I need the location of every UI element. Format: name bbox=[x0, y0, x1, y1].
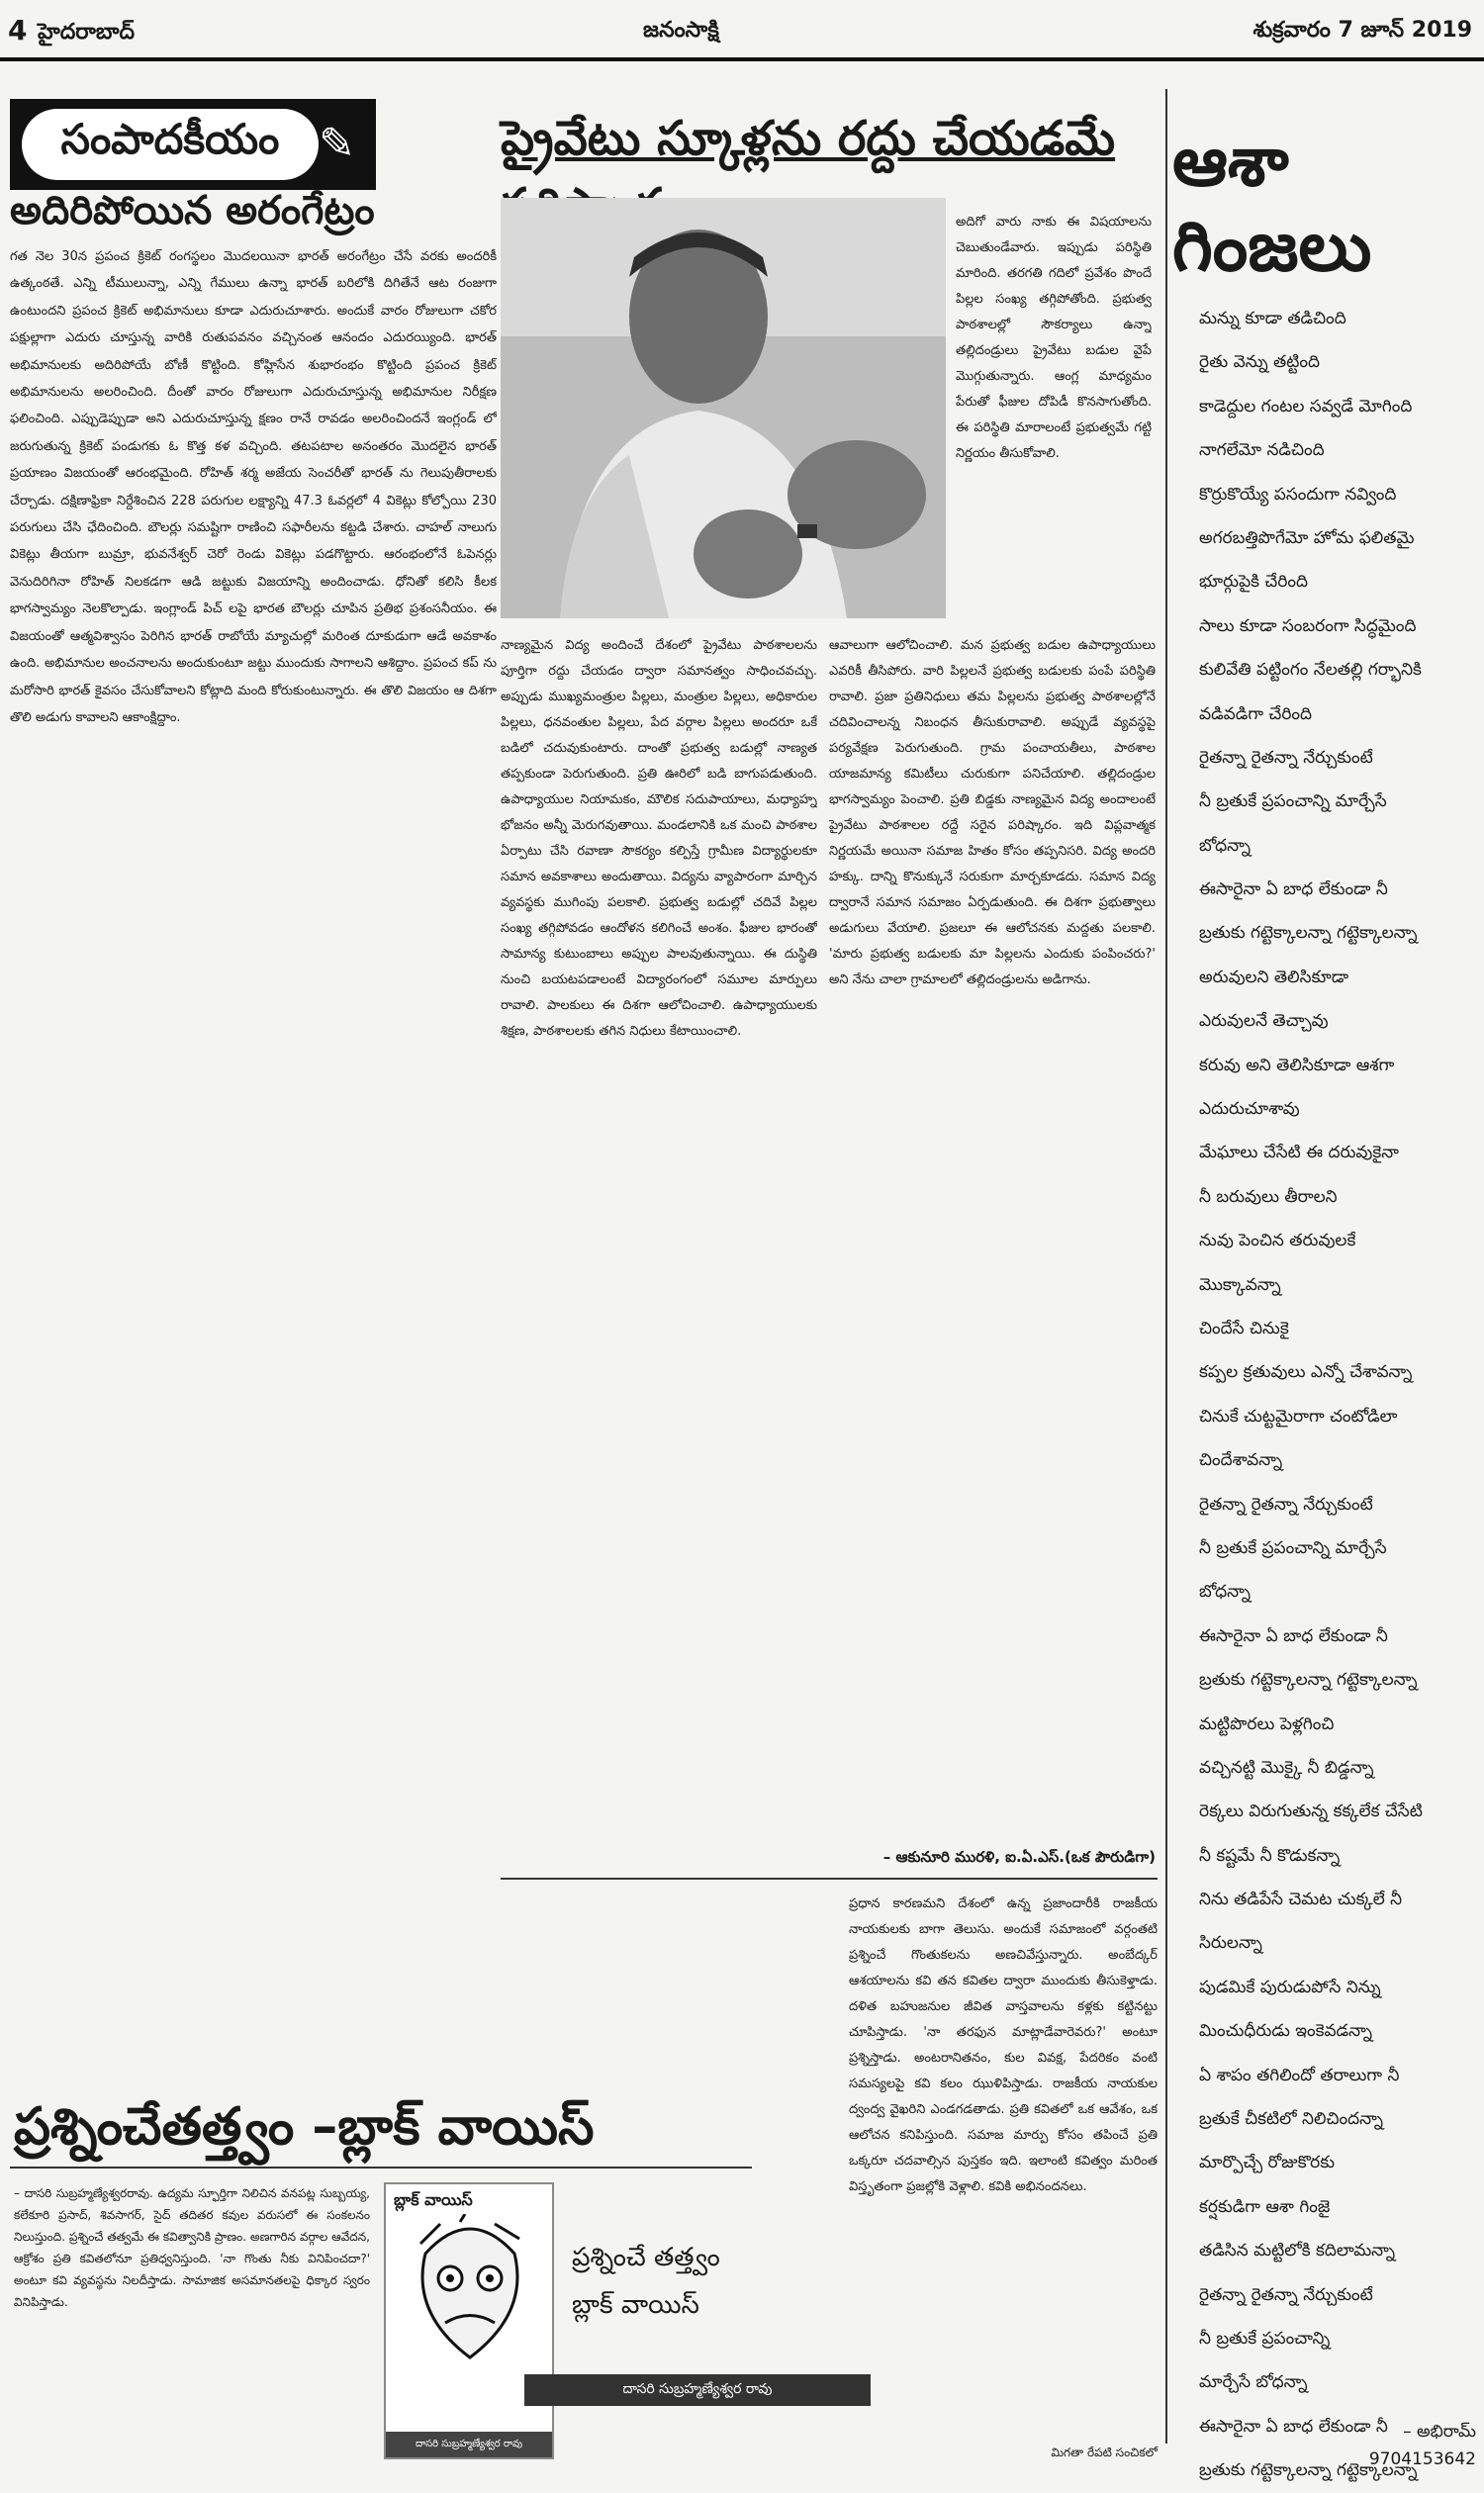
poem-line: బ్రతుకే చీకటిలో నిలిచిందన్నా bbox=[1199, 2109, 1383, 2130]
poem-line: బ్రతుకు గట్టెక్కాలన్నా గట్టెక్కాలన్నా bbox=[1199, 2460, 1418, 2481]
poem-line: రైతు వెన్ను తట్టింది bbox=[1199, 352, 1321, 373]
poem-line: నిను తడిపేసే చెమట చుక్కలే నీ bbox=[1199, 1890, 1403, 1910]
poem-line: అగరబత్తిపొగేమో హోమ ఫలితమై bbox=[1199, 527, 1415, 548]
poem-line: వడివడిగా చేరింది bbox=[1199, 703, 1313, 724]
article-column-2: నాణ్యమైన విద్య అందించే దేశంలో ప్రైవేటు పాఠశాలలను పూర్తిగా రద్దు చేయడం ద్వారా సమానత్వం సాధించవచ్చు. అప్పుడు ముఖ్యమంత్రుల పిల్లలు, మంత్రుల పిల్లలు, అధికారుల పిల్లలు, ధనవంతుల పిల్లలు, పేద వర్గాల పిల్లలు అందరూ ఒకే బడిలో చదువుకుంటారు. దాంతో ప్రభుత్వ బడుల్లో నాణ్యత తప్పకుండా పెరుగుతుంది. ప్రతి ఊరిలో బడి బాగుపడుతుంది. ఉపాధ్యాయుల నియామకం, మౌలిక సదుపాయాలు, మధ్యాహ్న భోజనం అన్నీ మెరుగవుతాయి. మండలానికి ఒక మంచి పాఠశాల ఏర్పాటు చేసి రవాణా సౌకర్యం కల్పిస్తే గ్రామీణ విద్యార్థులకూ సమాన అవకాశాలు అందుతాయి. విద్యను వ్యాపారంగా మార్చిన వ్యవస్థకు ముగింపు పలకాలి. ప్రభుత్వ బడుల్లో చదివే పిల్లల సంఖ్య తగ్గిపోవడం ఆందోళన కలిగించే అంశం. ఫీజుల భారంతో సామాన్య కుటుంబాలు అప్పుల పాలవుతున్నాయి. ఈ దుస్థితి నుంచి బయటపడాలంటే విద్యారంగంలో సమూల మార్పులు రావాలి. పాలకులు ఈ దిశగా ఆలోచించాలి. ఉపాధ్యాయులకు శిక్షణ, పాఠశాలలకు తగిన నిధులు కేటాయించాలి. bbox=[501, 638, 817, 1039]
face-drawing-icon bbox=[406, 2214, 534, 2362]
page-number: 4 bbox=[8, 14, 28, 46]
poem-title-line-1: ఆశా bbox=[1172, 121, 1289, 202]
newspaper-name: జనంసాక్షి bbox=[643, 18, 719, 43]
book-title-line-2: బ్లాక్ వాయిస్ bbox=[572, 2290, 699, 2320]
poem-line: అరువులని తెలిసికూడా bbox=[1199, 967, 1349, 987]
book-author: దాసరి సుబ్రహ్మణ్యేశ్వర రావు bbox=[524, 2374, 871, 2406]
poem-line: ఈసారైనా ఏ బాధ లేకుండా నీ bbox=[1199, 2416, 1388, 2437]
city-label: హైదరాబాద్ bbox=[38, 20, 135, 45]
editorial-body: గత నెల 30న ప్రపంచ క్రికెట్ రంగస్థలం మొదలయినా భారత్ అరంగేట్రం చేసే వరకు అందరికీ ఉత్కంఠతే. ఎన్ని టీములున్నా, ఎన్ని గేములు ఉన్నా భారత్ బరిలోకి దిగితేనే ఆట రంజుగా ఉంటుందని ప్రపంచ క్రికెట్ అభిమానులు కూడా ఎదురుచూశారు. అందుకే వారం రోజులుగా చకోర పక్షుల్లాగా ఎదురు చూస్తున్న వారికి రుతుపవనం వచ్చినంత ఆనందం ఎదురయ్యింది. భారత్ అభిమానులకు అదిరిపోయే బోణీ కొట్టింది. కోహ్లిసేన శుభారంభం కొట్టింది ప్రపంచ క్రికెట్ అభిమానులను అలరించింది. దీంతో వారం రోజులుగా ఎదురుచూస్తున్న అభిమానుల నిరీక్షణ ఫలించింది. ఎప్పుడెప్పుడా అని ఎదురుచూస్తున్న క్షణం రానే రావడం అలరించిందనే ఇంగ్లండ్ లో జరుగుతున్న క్రికెట్ పండుగకు ఓ కొత్త కళ వచ్చింది. తటపటాల అనంతరం మొదలైన భారత్ ప్రయాణం విజయంతో ఆరంభమైంది. రోహిత్ శర్మ అజేయ సెంచరీతో భారత్ ను గెలుపుతీరాలకు చేర్చాడు. దక్షిణాఫ్రికా నిర్దేశించిన 228 పరుగుల లక్ష్యాన్ని 47.3 ఓవర్లలో 4 వికెట్లు కోల్పోయి 230 పరుగులు చేసి ఛేదించింది. బౌలర్లు సమష్టిగా రాణించి సఫారీలను కట్టడి చేశారు. చాహల్ నాలుగు వికెట్లు తీయగా బుమ్రా, భువనేశ్వర్ చెరో రెండు వికెట్లు పడగొట్టారు. ఆరంభంలోనే ఓపెనర్లు వెనుదిరిగినా రోహిత్ నిలకడగా ఆడి జట్టుకు విజయాన్ని అందించాడు. ధోనితో కలిసి కీలక భాగస్వామ్యం నెలకొల్పాడు. ఇంగ్లాండ్ పిచ్ లపై భారత బౌలర్లు చూపిన ప్రతిభ ప్రశంసనీయం. ఈ విజయంతో ఆత్మవిశ్వాసం పెరిగిన భారత్ రాబోయే మ్యాచుల్లో మరింత దూకుడుగా ఆడే అవకాశం ఉంది. అభిమానుల అంచనాలను అందుకుంటూ జట్టు ముందుకు సాగాలని ఆశిద్దాం. ప్రపంచ కప్ ను మరోసారి భారత్ కైవసం చేసుకోవాలని కోట్లాది మంది కోరుకుంటున్నారు. ఈ తొలి విజయం ఆ దిశగా తొలి అడుగు కావాలని ఆకాంక్షిద్దాం. bbox=[10, 249, 497, 725]
article-divider bbox=[501, 1878, 1158, 1880]
poem-line: బ్రతుకు గట్టెక్కాలన్నా గట్టెక్కాలన్నా bbox=[1199, 1670, 1418, 1691]
poem-line: పుడమికే పురుడుపోసే నిన్ను bbox=[1199, 1977, 1381, 1997]
poem-line: చినుకే చుట్టమైరాగా చంటోడిలా bbox=[1199, 1406, 1398, 1427]
poem-line: కాడెద్దుల గంటల సవ్వడే మోగింది bbox=[1199, 396, 1413, 416]
book-title-line-1: ప్రశ్నించే తత్త్వం bbox=[572, 2243, 720, 2272]
poem-line: నీ కష్టమే నీ కొడుకన్నా bbox=[1199, 1845, 1341, 1866]
poem-title-line-2: గింజలు bbox=[1172, 206, 1372, 287]
poem-line: సిరులన్నా bbox=[1199, 1933, 1262, 1954]
header-rule bbox=[0, 57, 1484, 61]
issue-date: శుక్రవారం 7 జూన్ 2019 bbox=[1252, 18, 1472, 43]
poem-line: మన్ను కూడా తడిచింది bbox=[1199, 309, 1346, 328]
poem-line: నీ బరువులు తీరాలని bbox=[1199, 1186, 1338, 1207]
poem-line: ఈసారైనా ఏ బాధ లేకుండా నీ bbox=[1199, 1625, 1388, 1646]
poem-line: ఈసారైనా ఏ బాధ లేకుండా నీ bbox=[1199, 879, 1388, 900]
poem-line: కప్పల క్రతువులు ఎన్నో చేశావన్నా bbox=[1199, 1362, 1413, 1383]
poem-line: నువు పెంచిన తరువులకే bbox=[1199, 1231, 1356, 1251]
poem-line: మొక్కావన్నా bbox=[1199, 1274, 1281, 1295]
author-photo bbox=[501, 198, 946, 618]
poem-line: మార్చేసే బోధన్నా bbox=[1199, 2372, 1308, 2393]
poem-line: సాలు కూడా సంబరంగా సిద్ధమైంది bbox=[1199, 615, 1417, 636]
review-divider bbox=[10, 2167, 752, 2169]
poem-author: – అభిరామ్ bbox=[1403, 2422, 1476, 2442]
article-byline: – ఆకునూరి మురళి, ఐ.ఏ.ఎస్.(ఒక పౌరుడిగా) bbox=[882, 1848, 1156, 1866]
poem-line: బోధన్నా bbox=[1199, 835, 1252, 856]
poem-line: రైతన్నా రైతన్నా నేర్చుకుంటే bbox=[1199, 2284, 1373, 2305]
poem-title bbox=[1172, 119, 1469, 289]
poem-line: మించుధీరుడు ఇంకెవడన్నా bbox=[1199, 2021, 1372, 2042]
poem-line: మార్పొచ్చే రోజుకొరకు bbox=[1199, 2153, 1336, 2173]
poem-line: ఎదురుచూశావు bbox=[1199, 1099, 1300, 1120]
review-continued-body: ప్రధాన కారణమని దేశంలో ఉన్న ప్రజాందారీకి రాజకీయ నాయకులకు బాగా తెలుసు. అందుకే సమాజంలో వర్గంతటి ప్రశ్నించే గొంతుకలను అణచివేస్తున్నారు. అంబేద్కర్ ఆశయాలను కవి తన కవితల ద్వారా ముందుకు తీసుకెళ్తాడు. దళిత బహుజనుల జీవిత వాస్తవాలను కళ్లకు కట్టినట్టు చూపిస్తాడు. 'నా తరఫున మాట్లాడేవారెవరు?' అంటూ ప్రశ్నిస్తాడు. అంటరానితనం, కుల వివక్ష, పేదరికం వంటి సమస్యలపై కవి కలం ఝుళిపిస్తాడు. రాజకీయ నాయకుల ద్వంద్వ వైఖరిని ఎండగడతాడు. ప్రతి కవితలో ఒక ఆవేశం, ఒక ఆలోచన కనిపిస్తుంది. సమాజ మార్పు కోసం తపించే ప్రతి ఒక్కరూ చదవాల్సిన పుస్తకం ఇది. ఇలాంటి కవిత్వం మరింత విస్తృతంగా ప్రజల్లోకి వెళ్లాలి. కవికి అభినందనలు. bbox=[849, 1896, 1158, 2194]
poem-line: నీ బ్రతుకే ప్రపంచాన్ని మార్చేసే bbox=[1199, 1537, 1387, 1558]
book-cover-title: బ్లాక్ వాయిస్ bbox=[394, 2190, 473, 2209]
poem-line: ఎరువులనే తెచ్చావు bbox=[1199, 1011, 1329, 1032]
review-headline: ప్రశ్నించేతత్త్వం –బ్లాక్ వాయిస్ bbox=[14, 2097, 595, 2157]
pen-icon: ✎ bbox=[319, 119, 355, 169]
poem-line: ఏ శాపం తగిలిందో తరాలుగా నీ bbox=[1199, 2065, 1400, 2085]
poem-line: రైతన్నా రైతన్నా నేర్చుకుంటే bbox=[1199, 1494, 1373, 1515]
book-cover-author: దాసరి సుబ్రహ్మణ్యేశ్వర రావు bbox=[386, 2432, 552, 2457]
poem-line: వచ్చినట్టి మొక్కై నీ బిడ్డన్నా bbox=[1199, 1757, 1374, 1778]
review-body: – దాసరి సుబ్రహ్మణ్యేశ్వరరావు. ఉద్యమ స్ఫూర్తిగా నిలిచిన వనపట్ల సుబ్బయ్య, కలేకూరి ప్రసాద్, శివసాగర్, సైద్ తదితర కవుల వరుసలో ఈ సంకలనం నిలుస్తుంది. ప్రశ్నించే తత్వమే ఈ కవిత్వానికి ప్రాణం. అణగారిన వర్గాల ఆవేదన, ఆక్రోశం ప్రతి కవితలోనూ ప్రతిధ్వనిస్తుంది. 'నా గొంతు నీకు వినిపించదా?' అంటూ కవి వ్యవస్థను నిలదీస్తాడు. సామాజిక అసమానతలపై ధిక్కార స్వరం వినిపిస్తాడు. bbox=[14, 2186, 370, 2309]
book-title bbox=[572, 2234, 859, 2329]
poem-line: భూర్గుపైకి చేరింది bbox=[1199, 572, 1309, 593]
book-cover bbox=[384, 2182, 554, 2459]
poem-line: బోధన్నా bbox=[1199, 1582, 1252, 1603]
poem-line: మేఘాలు చేసేటి ఈ దరువుకైనా bbox=[1199, 1143, 1399, 1163]
poem-line: నాగలేమో నడిచింది bbox=[1199, 440, 1325, 461]
editorial-section-label: సంపాదకీయం bbox=[22, 109, 319, 180]
poem-line: బ్రతుకు గట్టెక్కాలన్నా గట్టెక్కాలన్నా bbox=[1199, 923, 1418, 944]
person-photo-icon bbox=[501, 198, 946, 618]
poem-line: కర్షకుడిగా ఆశా గింజై bbox=[1199, 2196, 1331, 2217]
continued-note: మిగతా రేపటి సంచికలో bbox=[1051, 2446, 1158, 2459]
poem-line: కులివేతి పట్టింగం నేలతల్లి గర్భానికి bbox=[1199, 660, 1422, 681]
poem-phone: 9704153642 bbox=[1368, 2449, 1476, 2469]
poem-body bbox=[1199, 297, 1476, 2493]
poem-line: చిందేసే చినుకై bbox=[1199, 1318, 1289, 1339]
poem-line: రైతన్నా రైతన్నా నేర్చుకుంటే bbox=[1199, 747, 1373, 768]
poem-line: నీ బ్రతుకే ప్రపంచాన్ని మార్చేసే bbox=[1199, 791, 1387, 812]
article-column-1: అదిగో వారు నాకు ఈ విషయాలను చెబుతుండేవారు. ఇప్పుడు పరిస్థితి మారింది. తరగతి గదిలో ప్రవేశం పొందే పిల్లల సంఖ్య తగ్గిపోతోంది. ప్రభుత్వ పాఠశాలల్లో సౌకర్యాలు ఉన్నా తల్లిదండ్రులు ప్రైవేటు బడుల వైపే మొగ్గుతున్నారు. ఆంగ్ల మాధ్యమం పేరుతో ఫీజుల దోపిడీ కొనసాగుతోంది. ఈ పరిస్థితి మారాలంటే ప్రభుత్వమే గట్టి నిర్ణయం తీసుకోవాలి. bbox=[956, 215, 1152, 461]
article-headline: ప్రైవేటు స్కూళ్లను రద్దు చేయడమే bbox=[501, 111, 1116, 166]
poem-line: కరువు అని తెలిసికూడా ఆశగా bbox=[1199, 1055, 1395, 1075]
poem-line: కొర్రుకొయ్యే పసందుగా నవ్వింది bbox=[1199, 484, 1397, 505]
editorial-title: అదిరిపోయిన అరంగేట్రం bbox=[10, 188, 375, 233]
poem-line: చిందేశావన్నా bbox=[1199, 1450, 1283, 1471]
poem-line: తడిసిన మట్టిలోకి కదిలామన్నా bbox=[1199, 2241, 1396, 2262]
poem-line: రెక్కలు విరుగుతున్న కక్కలేక చేసేటి bbox=[1199, 1801, 1423, 1822]
poem-line: మట్టిపొరలు పెళ్లగించి bbox=[1199, 1713, 1335, 1734]
article-column-3: ఆవాలుగా ఆలోచించాలి. మన ప్రభుత్వ బడుల ఉపాధ్యాయులు ఎవరికీ తీసిపోరు. వారి పిల్లలనే ప్రభుత్వ బడులకు పంపే పరిస్థితి రావాలి. ప్రజా ప్రతినిధులు తమ పిల్లలను ప్రభుత్వ పాఠశాలల్లోనే చదివించాలన్న నిబంధన తీసుకురావాలి. అప్పుడే వ్యవస్థపై పర్యవేక్షణ పెరుగుతుంది. గ్రామ పంచాయతీలు, పాఠశాల యాజమాన్య కమిటీలు చురుకుగా పనిచేయాలి. తల్లిదండ్రుల భాగస్వామ్యం పెంచాలి. ప్రతి బిడ్డకు నాణ్యమైన విద్య అందాలంటే ప్రైవేటు పాఠశాలల రద్దే సరైన పరిష్కారం. ఇది విప్లవాత్మక నిర్ణయమే అయినా సమాజ హితం కోసం తప్పనిసరి. విద్య అందరి హక్కు. దాన్ని కొనుక్కునే సరుకుగా మార్చకూడదు. సమాన విద్య ద్వారానే సమాన సమాజం ఏర్పడుతుంది. ఈ దిశగా ప్రభుత్వాలు అడుగులు వేయాలి. ప్రజలూ ఈ ఆలోచనకు మద్దతు పలకాలి. 'మారు ప్రభుత్వ బడులకు మా పిల్లలను ఎందుకు పంపించరు?' అని నేను చాలా గ్రామాలలో తల్లిదండ్రులను అడిగాను. bbox=[829, 638, 1156, 987]
column-divider bbox=[1165, 89, 1167, 2444]
poem-line: నీ బ్రతుకే ప్రపంచాన్ని bbox=[1199, 2328, 1331, 2349]
